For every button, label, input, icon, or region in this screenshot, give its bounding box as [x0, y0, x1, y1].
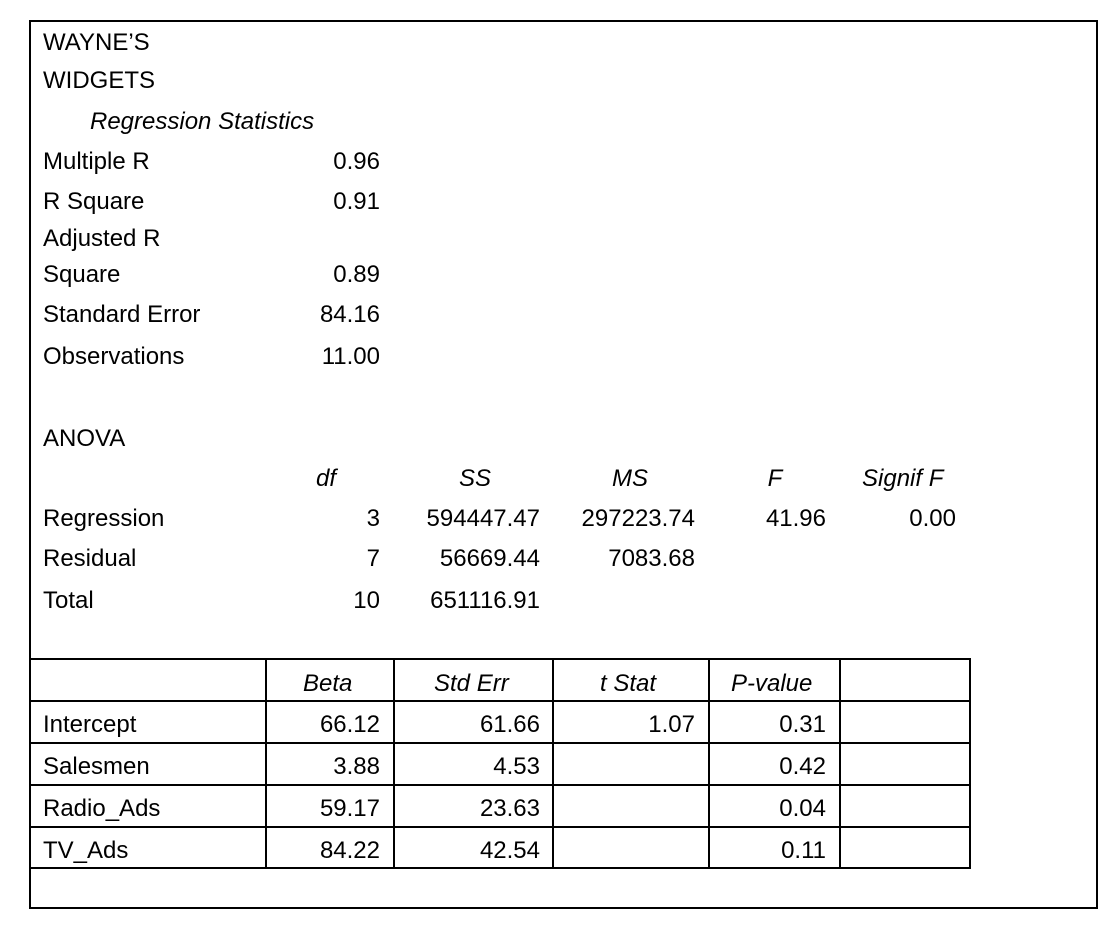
table-rule [29, 742, 971, 744]
r-square-value: 0.91 [333, 188, 380, 215]
anova-row-df: 7 [366, 545, 380, 572]
observations-value: 11.00 [321, 343, 380, 370]
anova-row-ss: 56669.44 [439, 545, 540, 572]
coef-row-beta: 3.88 [333, 753, 380, 780]
adjusted-r-square-label-line-1: Adjusted R [43, 225, 161, 252]
anova-row-ms: 7083.68 [608, 545, 695, 572]
coef-row-p-value: 0.42 [779, 753, 826, 780]
anova-row-df: 10 [353, 587, 380, 614]
r-square-label: R Square [43, 188, 145, 215]
anova-row-label: Total [43, 587, 94, 614]
anova-row-ss: 651116.91 [430, 587, 540, 614]
coef-header-t-stat: t Stat [600, 670, 657, 697]
table-rule [393, 658, 395, 869]
anova-row-ms: 297223.74 [581, 505, 695, 532]
standard-error-label: Standard Error [43, 301, 201, 328]
anova-row-signif-f: 0.00 [909, 505, 956, 532]
coef-row-std-err: 23.63 [479, 795, 540, 822]
table-rule [29, 867, 971, 869]
coef-row-std-err: 61.66 [479, 711, 540, 738]
anova-heading: ANOVA [43, 425, 126, 452]
standard-error-value: 84.16 [319, 301, 380, 328]
anova-row-label: Residual [43, 545, 137, 572]
regression-statistics-heading: Regression Statistics [90, 108, 315, 135]
coef-row-p-value: 0.11 [781, 837, 826, 864]
multiple-r-label: Multiple R [43, 148, 150, 175]
coef-row-label: Intercept [43, 711, 137, 738]
anova-header-signif-f: Signif F [862, 465, 944, 492]
anova-row-f: 41.96 [765, 505, 826, 532]
table-rule [29, 784, 971, 786]
anova-header-ss: SS [458, 465, 491, 492]
table-rule [708, 658, 710, 869]
coef-row-label: TV_Ads [43, 837, 129, 864]
coef-row-beta: 59.17 [319, 795, 380, 822]
adjusted-r-square-label-line-2: Square [43, 261, 121, 288]
table-rule [265, 658, 267, 869]
coef-row-t-stat: 1.07 [648, 711, 695, 738]
title-line-1: WAYNE’S [43, 29, 150, 56]
anova-row-df: 3 [366, 505, 380, 532]
anova-header-f: F [767, 465, 783, 492]
table-rule [839, 658, 841, 869]
coef-row-p-value: 0.04 [779, 795, 826, 822]
table-rule [969, 658, 971, 869]
observations-label: Observations [43, 343, 185, 370]
coef-row-std-err: 4.53 [493, 753, 540, 780]
coef-header-p-value: P-value [731, 670, 813, 697]
coef-row-label: Salesmen [43, 753, 150, 780]
coef-header-std-err: Std Err [434, 670, 509, 697]
coef-row-label: Radio_Ads [43, 795, 161, 822]
adjusted-r-square-value: 0.89 [333, 261, 380, 288]
table-rule [29, 700, 971, 702]
table-rule [29, 826, 971, 828]
anova-header-df: df [316, 465, 337, 492]
table-rule [29, 658, 971, 660]
anova-header-ms: MS [612, 465, 648, 492]
coef-row-std-err: 42.54 [479, 837, 540, 864]
coef-row-p-value: 0.31 [779, 711, 826, 738]
table-rule [552, 658, 554, 869]
multiple-r-value: 0.96 [333, 148, 380, 175]
anova-row-label: Regression [43, 505, 165, 532]
coef-header-beta: Beta [303, 670, 353, 697]
coef-row-beta: 84.22 [319, 837, 380, 864]
title-line-2: WIDGETS [43, 67, 155, 94]
anova-row-ss: 594447.47 [426, 505, 540, 532]
coef-row-beta: 66.12 [319, 711, 380, 738]
